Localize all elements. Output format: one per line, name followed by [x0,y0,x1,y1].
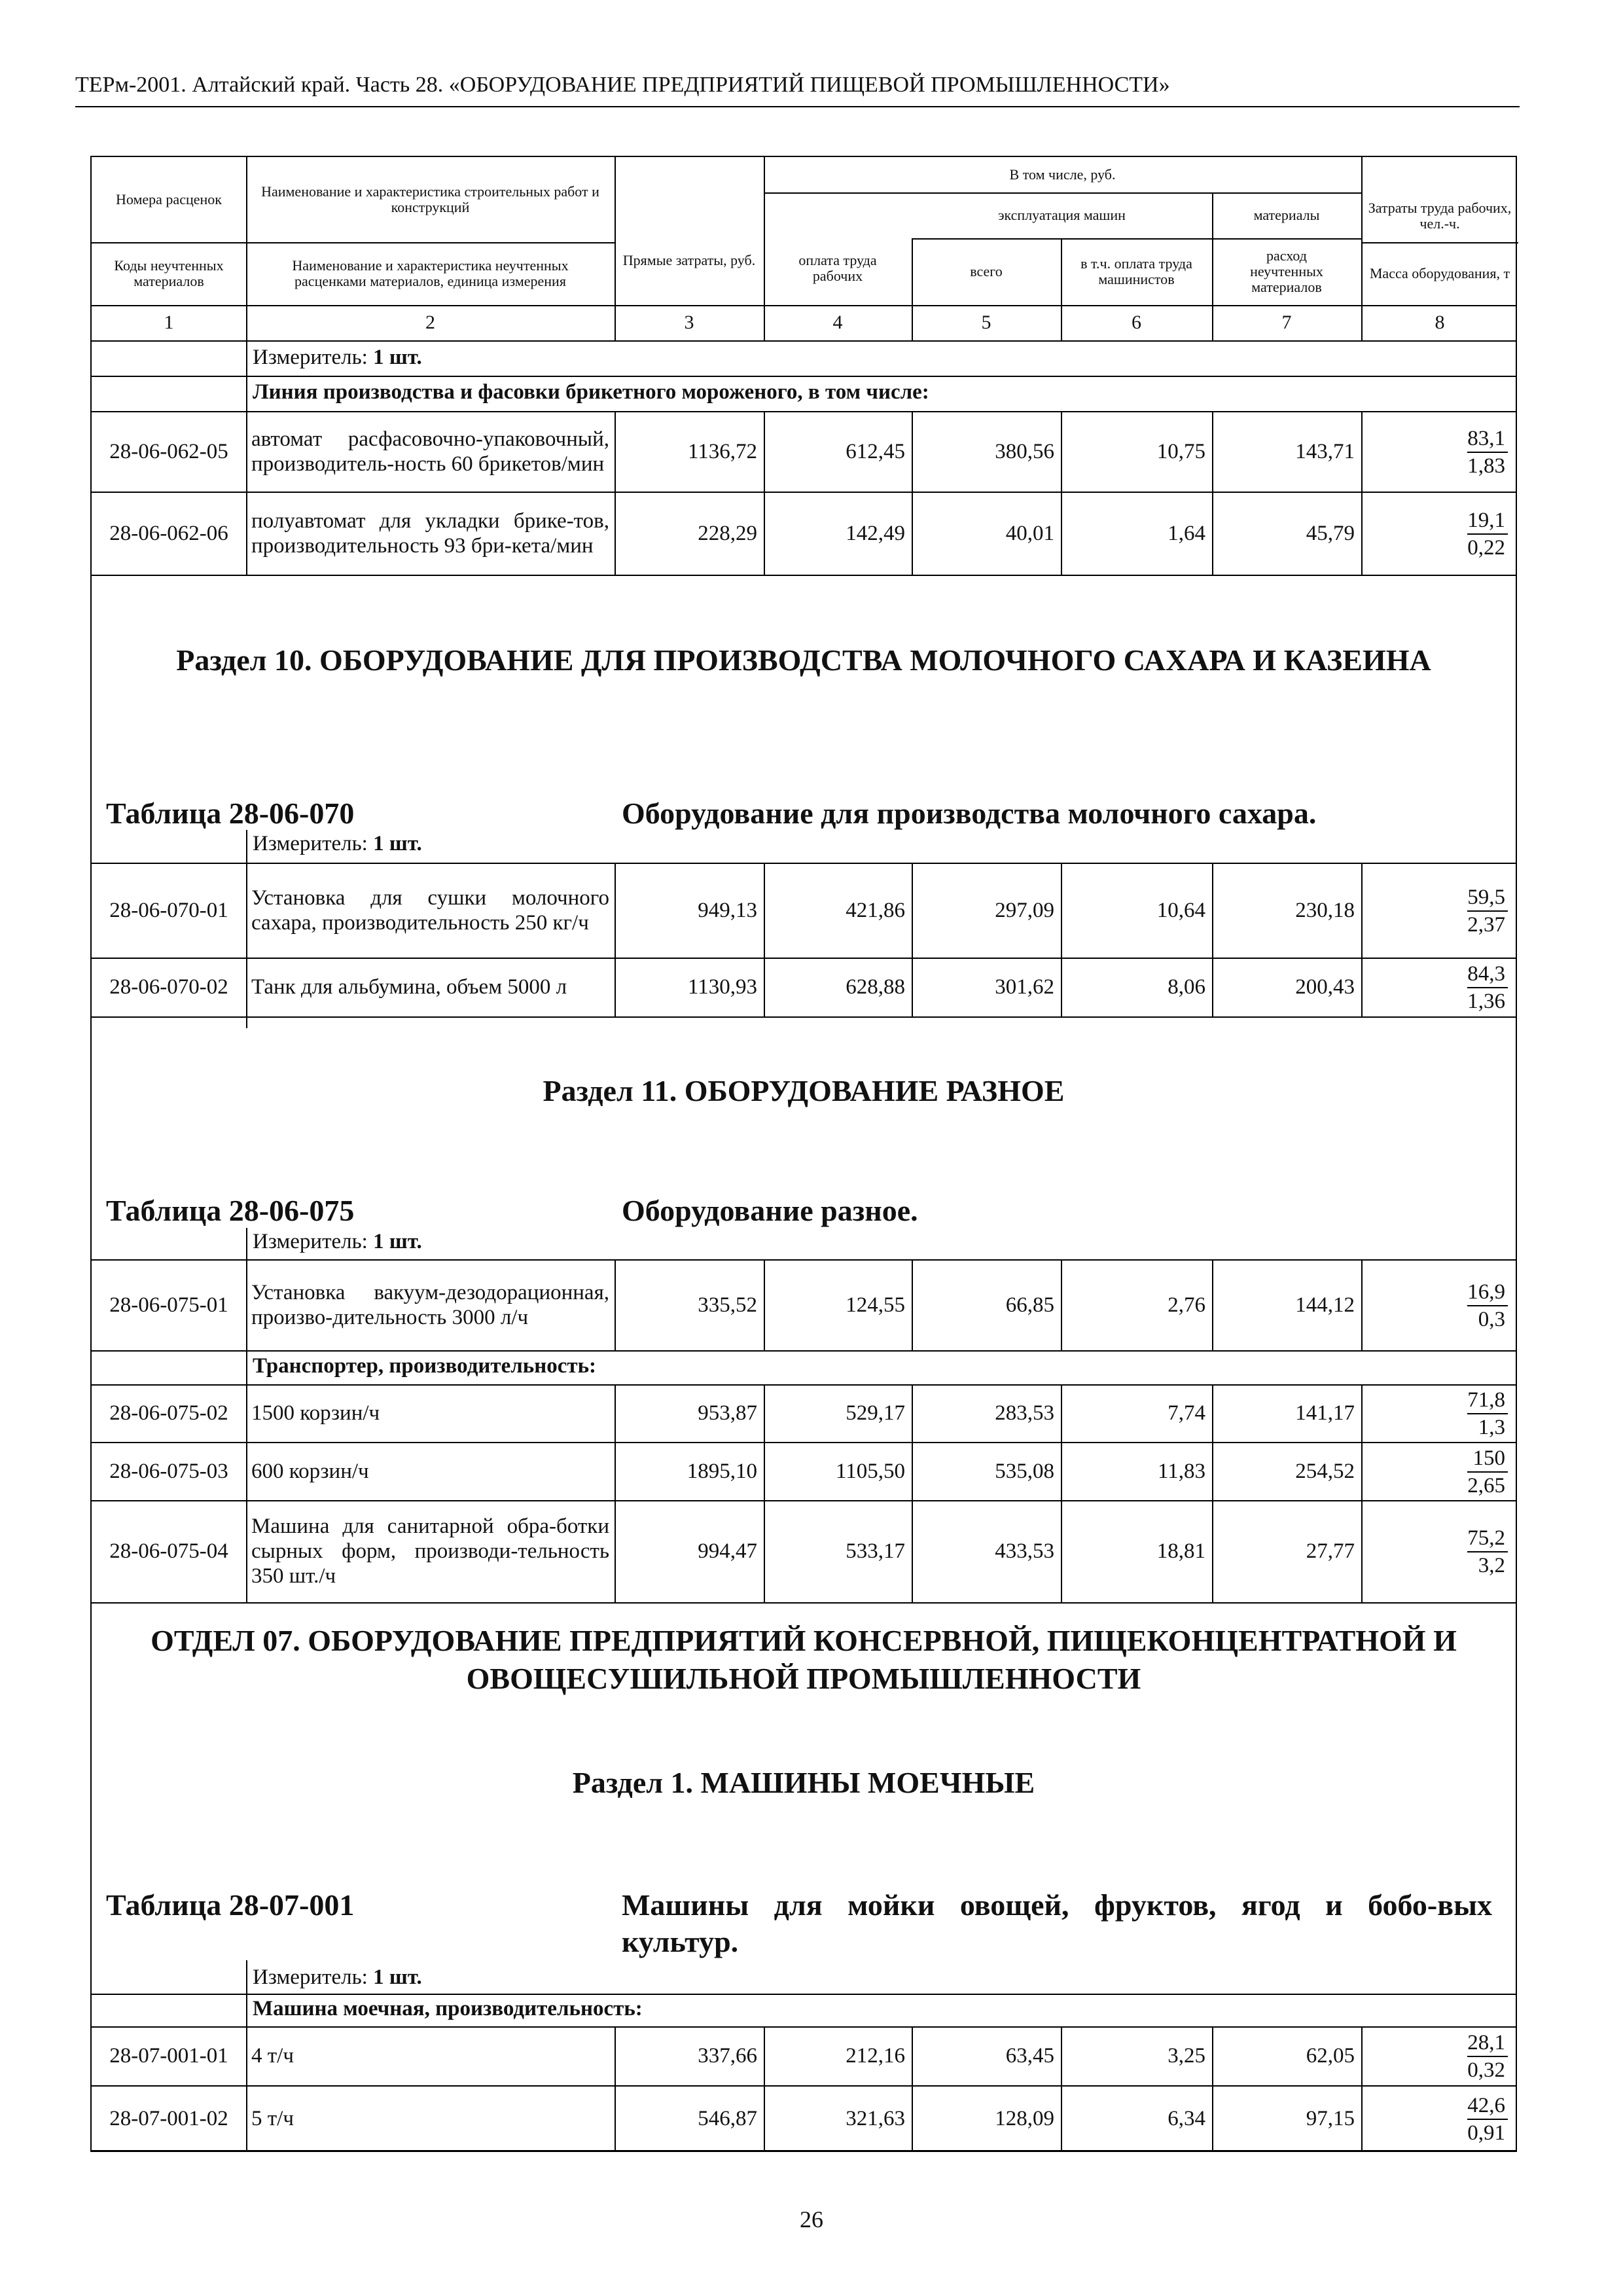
cell-code: 28-06-062-06 [109,521,228,545]
table-title: Машины для мойки овощей, фруктов, ягод и бобо-вых культур. [622,1888,1492,1958]
cell-name: 600 корзин/ч [251,1459,369,1483]
equipment-mass: 1,36 [1467,990,1505,1013]
cell-direct: 546,87 [698,2107,757,2130]
cell-oper: 8,06 [1168,975,1205,999]
cell-direct: 949,13 [698,898,757,922]
cell-name: 5 т/ч [251,2107,294,2130]
cell-direct: 1130,93 [687,975,757,999]
divider [92,1994,1516,1995]
measure-value: 1 шт. [373,1230,422,1253]
cell-oper: 1,64 [1168,521,1205,545]
measure-value: 1 шт. [373,832,422,855]
cell-labor: 142,49 [846,521,905,545]
measure-label: Измеритель: [253,1230,368,1253]
cell-code: 28-06-070-01 [109,898,228,922]
labor-hours: 16,9 [1467,1279,1508,1306]
cell-mach: 283,53 [995,1401,1054,1425]
cell-mach: 40,01 [1005,521,1054,545]
cell-mach: 297,09 [995,898,1054,922]
cell-name: 4 т/ч [251,2044,294,2068]
cell-code: 28-06-070-02 [109,975,228,999]
divider [1361,1500,1363,1602]
equipment-mass: 0,22 [1467,535,1505,560]
col-rate-numbers: Номера расценок [116,191,222,207]
cell-oper: 6,34 [1168,2107,1205,2130]
col-unaccounted-codes: Коды неучтенных материалов [114,257,224,289]
labor-mass-fraction [1467,1387,1508,1441]
cell-direct: 1895,10 [687,1459,757,1483]
cell-mat: 45,79 [1306,521,1355,545]
equipment-mass: 0,32 [1467,2058,1505,2082]
equipment-mass: 0,3 [1478,1307,1505,1331]
table-id: Таблица 28-06-070 [106,797,355,830]
measure-unit [253,1229,422,1254]
department-title: ОТДЕЛ 07. ОБОРУДОВАНИЕ ПРЕДПРИЯТИЙ КОНСЕРВНОЙ, ПИЩЕКОНЦЕНТРАТНОЙ И ОВОЩЕСУШИЛЬНОЙ ПРОМЫШЛЕННОСТИ [151,1624,1457,1695]
col-number: 5 [981,312,991,333]
col-number: 1 [164,312,174,333]
divider [1361,863,1363,958]
cell-oper: 7,74 [1168,1401,1205,1425]
table-id: Таблица 28-06-075 [106,1194,355,1227]
section-title: Раздел 10. ОБОРУДОВАНИЕ ДЛЯ ПРОИЗВОДСТВА МОЛОЧНОГО САХАРА И КАЗЕИНА [176,643,1431,677]
divider [92,376,1516,377]
divider [1361,1259,1363,1350]
cell-labor: 1105,50 [835,1459,905,1483]
divider [1361,1442,1363,1500]
cell-direct: 335,52 [698,1293,757,1317]
cell-name: автомат расфасовочно-упаковочный, производитель-ность 60 брикетов/мин [251,427,609,476]
divider [1361,492,1363,575]
rates-table [90,156,1517,2152]
labor-hours: 84,3 [1467,961,1508,988]
labor-mass-fraction [1467,425,1508,479]
cell-mat: 230,18 [1295,898,1355,922]
cell-code: 28-06-075-04 [109,1539,228,1563]
cell-name: Установка для сушки молочного сахара, производительность 250 кг/ч [251,886,609,935]
divider [92,1602,1516,1604]
cell-labor: 533,17 [846,1539,905,1563]
cell-name: Машина для санитарной обра-ботки сырных форм, производи-тельность 350 шт./ч [251,1515,609,1588]
col-work-name: Наименование и характеристика строительных работ и конструкций [261,183,599,215]
labor-hours: 150 [1467,1445,1508,1473]
group-heading: Транспортер, производительность: [253,1354,597,1378]
labor-hours: 42,6 [1467,2092,1508,2120]
cell-mach: 66,85 [1005,1293,1054,1317]
cell-oper: 2,76 [1168,1293,1205,1317]
labor-mass-fraction [1467,961,1508,1014]
cell-labor: 612,45 [846,439,905,463]
col-number: 3 [684,312,694,333]
col-materials: материалы [1253,207,1320,223]
measure-value: 1 шт. [373,1965,422,1989]
cell-oper: 10,64 [1156,898,1205,922]
labor-hours: 28,1 [1467,2030,1508,2057]
page-number: 26 [800,2206,823,2233]
cell-direct: 953,87 [698,1401,757,1425]
cell-direct: 228,29 [698,521,757,545]
col-equipment-mass: Масса оборудования, т [1369,265,1510,281]
labor-hours: 59,5 [1467,884,1508,912]
labor-hours: 71,8 [1467,1387,1508,1414]
page-header: ТЕРм-2001. Алтайский край. Часть 28. «ОБОРУДОВАНИЕ ПРЕДПРИЯТИЙ ПИЩЕВОЙ ПРОМЫШЛЕННОСТИ» [75,73,1170,97]
cell-mach: 380,56 [995,439,1054,463]
cell-labor: 124,55 [846,1293,905,1317]
cell-code: 28-07-001-02 [109,2107,228,2130]
col-labor-costs: Затраты труда рабочих, чел.-ч. [1368,200,1512,232]
col-unaccounted-name: Наименование и характеристика неучтенных расценками материалов, единица измерения [292,257,569,289]
divider [1361,1384,1363,1442]
labor-mass-fraction [1467,2030,1508,2083]
equipment-mass: 1,83 [1467,454,1505,478]
cell-mat: 27,77 [1306,1539,1355,1563]
group-heading: Машина моечная, производительность: [253,1997,643,2020]
cell-mach: 128,09 [995,2107,1054,2130]
cell-name: Танк для альбумина, объем 5000 л [251,975,567,999]
cell-name: Установка вакуум-дезодорационная, произво-дительность 3000 л/ч [251,1280,609,1329]
measure-unit [253,1965,422,1990]
labor-mass-fraction [1467,1279,1508,1333]
divider [92,340,1516,342]
labor-mass-fraction [1467,507,1508,561]
cell-labor: 421,86 [846,898,905,922]
cell-mat: 254,52 [1295,1459,1355,1483]
col-incl-operator-pay: в т.ч. оплата труда машинистов [1080,255,1192,287]
col-number: 6 [1132,312,1141,333]
section-title: Раздел 11. ОБОРУДОВАНИЕ РАЗНОЕ [543,1074,1065,1107]
col-number: 7 [1281,312,1292,333]
cell-labor: 321,63 [846,2107,905,2130]
divider [1361,2026,1363,2085]
equipment-mass: 2,65 [1467,1473,1505,1498]
labor-hours: 19,1 [1467,507,1508,535]
cell-name: 1500 корзин/ч [251,1401,380,1425]
group-heading: Линия производства и фасовки брикетного мороженого, в том числе: [253,380,929,404]
divider [1361,2085,1363,2152]
col-direct-costs: Прямые затраты, руб. [622,252,756,268]
cell-mat: 62,05 [1306,2044,1355,2068]
col-machine-operation: эксплуатация машин [998,207,1126,223]
table-title: Оборудование разное. [622,1194,918,1227]
cell-mat: 97,15 [1306,2107,1355,2130]
header-rule [75,106,1520,107]
equipment-mass: 2,37 [1467,912,1505,937]
divider [92,1016,1516,1018]
cell-code: 28-06-075-01 [109,1293,228,1317]
cell-oper: 3,25 [1168,2044,1205,2068]
measure-unit [253,345,422,370]
cell-direct: 994,47 [698,1539,757,1563]
cell-mach: 63,45 [1005,2044,1054,2068]
section-title: Раздел 1. МАШИНЫ МОЕЧНЫЕ [572,1766,1035,1799]
cell-mat: 144,12 [1295,1293,1355,1317]
divider [1361,958,1363,1016]
cell-oper: 18,81 [1156,1539,1205,1563]
labor-hours: 83,1 [1467,425,1508,453]
measure-value: 1 шт. [373,346,422,369]
cell-code: 28-06-062-05 [109,439,228,463]
table-id: Таблица 28-07-001 [106,1888,355,1922]
cell-mat: 143,71 [1295,439,1355,463]
table-title: Оборудование для производства молочного сахара. [622,797,1317,830]
cell-mach: 535,08 [995,1459,1054,1483]
col-number: 2 [425,312,435,333]
col-including: В том числе, руб. [1009,166,1116,183]
divider [1361,411,1363,492]
cell-direct: 337,66 [698,2044,757,2068]
cell-mach: 433,53 [995,1539,1054,1563]
cell-oper: 10,75 [1156,439,1205,463]
cell-mat: 141,17 [1295,1401,1355,1425]
equipment-mass: 0,91 [1467,2121,1505,2145]
equipment-mass: 1,3 [1478,1416,1505,1439]
cell-labor: 628,88 [846,975,905,999]
cell-mach: 301,62 [995,975,1054,999]
measure-label: Измеритель: [253,832,368,855]
equipment-mass: 3,2 [1478,1554,1505,1577]
cell-name: полуавтомат для укладки брике-тов, производительность 93 бри-кета/мин [251,509,609,558]
labor-mass-fraction [1467,1445,1508,1499]
measure-unit [253,831,422,856]
cell-code: 28-06-075-03 [109,1459,228,1483]
cell-labor: 529,17 [846,1401,905,1425]
cell-labor: 212,16 [846,2044,905,2068]
labor-mass-fraction [1467,2092,1508,2146]
cell-direct: 1136,72 [687,439,757,463]
labor-hours: 75,2 [1467,1525,1508,1552]
measure-label: Измеритель: [253,1965,368,1989]
cell-oper: 11,83 [1157,1459,1205,1483]
labor-mass-fraction [1467,1525,1508,1579]
cell-mat: 200,43 [1295,975,1355,999]
col-number: 4 [832,312,843,333]
col-total: всего [970,263,1003,279]
col-number: 8 [1435,312,1445,333]
col-worker-pay: оплата труда рабочих [798,252,877,284]
cell-code: 28-07-001-01 [109,2044,228,2068]
divider [92,1350,1516,1352]
cell-code: 28-06-075-02 [109,1401,228,1425]
measure-label: Измеритель: [253,346,368,369]
labor-mass-fraction [1467,884,1508,938]
divider [92,575,1516,576]
col-unaccounted-consumption: расход неучтенных материалов [1250,247,1323,295]
